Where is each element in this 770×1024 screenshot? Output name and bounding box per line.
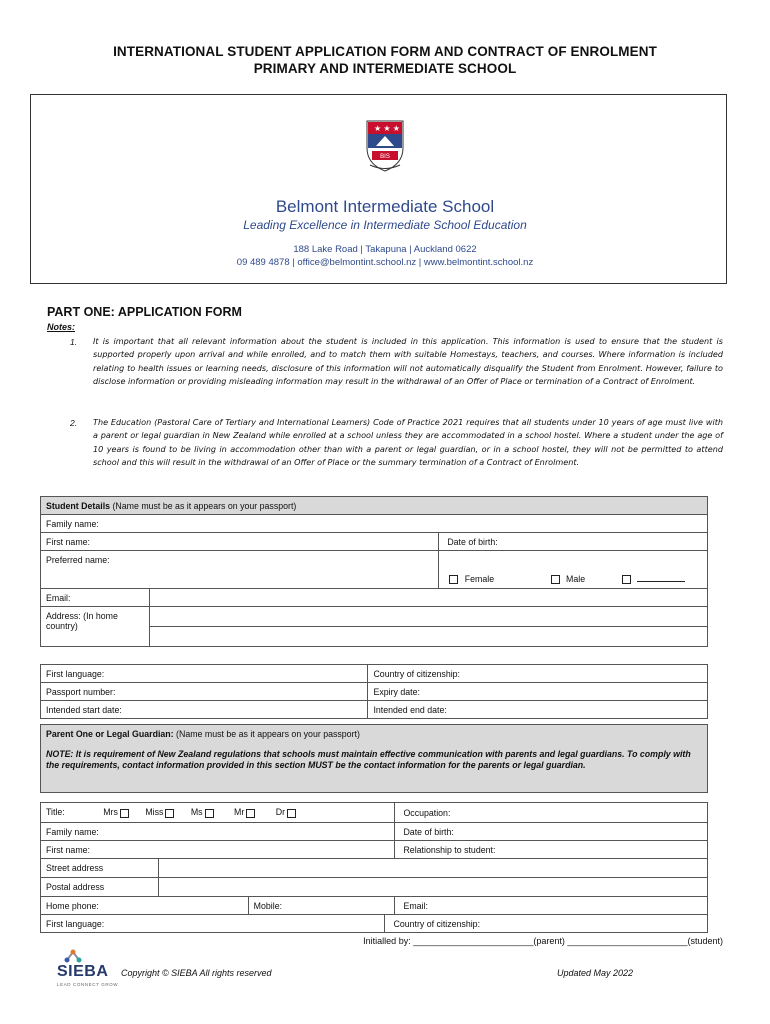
notes-label: Notes: (47, 322, 76, 332)
school-crest-icon (364, 118, 406, 174)
spacer (368, 647, 708, 665)
note-1-text: It is important that all relevant information about the student is included in this application. This information is used to ensure that the student is supported properly upon arrival and while enrolled, and to match them with suitable Homestays, teachers, and courses. Where information is included relating to health issues or learning needs, disclosure of this information will not automatically disqualify the Student from Enrolment. However, failure to disclose information or providing misleading information may result in the withdrawal of an Offer of Place or termination of a Contract of Enrolment. (93, 336, 723, 387)
school-contact: 09 489 4878 | office@belmontint.school.nz | www.belmontint.school.nz (236, 257, 534, 268)
parent-first-name-field[interactable]: First name: (41, 841, 395, 859)
initialled-by: Initialled by: ________________________(parent) ________________________(student) (363, 936, 723, 946)
female-label: Female (464, 573, 495, 584)
ms-checkbox[interactable] (205, 809, 214, 818)
note-2-number: 2. (70, 418, 78, 428)
dr-checkbox[interactable] (287, 809, 296, 818)
parent-first-language-field[interactable]: First language: (41, 915, 385, 933)
school-address: 188 Lake Road | Takapuna | Auckland 0622 (293, 244, 477, 255)
student-details-table (40, 496, 708, 719)
parent-details-table (40, 724, 708, 933)
student-address-label: Address: (In home country) (41, 607, 150, 647)
spacer (41, 793, 708, 803)
student-first-name-field[interactable]: First name: (41, 533, 439, 551)
parent-mobile-field[interactable]: Mobile: (248, 897, 395, 915)
parent-family-name-field[interactable]: Family name: (41, 823, 395, 841)
male-checkbox[interactable] (551, 575, 560, 584)
parent-street-input[interactable] (158, 859, 707, 878)
svg-text:★ ★ ★: ★ ★ ★ (374, 124, 400, 133)
parent-citizenship-field[interactable]: Country of citizenship: (385, 915, 708, 933)
parent-note: NOTE: It is requirement of New Zealand regulations that schools must maintain effective communication with parents and legal guardians. To comply with the requirements, contact information provided in this section MUST be the contact information for the parents or legal guardian. (46, 748, 691, 770)
updated-date: Updated May 2022 (557, 968, 634, 978)
mrs-checkbox[interactable] (120, 809, 129, 818)
student-email-input[interactable] (149, 589, 707, 607)
sieba-logo-sub: LEAD CONNECT GROW (57, 982, 119, 987)
student-gender-cell (439, 551, 708, 589)
mr-checkbox[interactable] (246, 809, 255, 818)
student-address-line2[interactable] (149, 627, 707, 647)
other-gender-checkbox[interactable] (622, 575, 631, 584)
note-2-text: The Education (Pastoral Care of Tertiary and International Learners) Code of Practice 2021 requires that all students under 10 years of age must live with a parent or legal guardian in New Zealand while enrolled at a school unless they are accommodated in a school hostel. Where a student under the age of 10 years is found to be living in accommodation other than with a parent or legal guardian, or in a school hostel, they will not be permitted to attend school and this will result in the withdrawal of an Offer of Place or the summary termination of a Contract of Enrolment. (93, 417, 723, 468)
student-email-label: Email: (41, 589, 150, 607)
parent-header: Parent One or Legal Guardian: (Name must be as it appears on your passport) NOTE: It is requirement of New Zealand regulations that schools must maintain effective communication with parents and legal guardians. To comply with the requirements, contact information provided in this section MUST be the contact information for the parents or legal guardian. (41, 725, 708, 793)
parent-email-field[interactable]: Email: (395, 897, 708, 915)
parent-dob-field[interactable]: Date of birth: (395, 823, 708, 841)
parent-occupation-field[interactable]: Occupation: (395, 803, 708, 823)
student-family-name-field[interactable]: Family name: (41, 515, 708, 533)
student-end-date-field[interactable]: Intended end date: (368, 701, 708, 719)
student-address-line1[interactable] (149, 607, 707, 627)
parent-street-label: Street address (41, 859, 159, 878)
student-first-language-field[interactable]: First language: (41, 665, 368, 683)
student-preferred-name-field[interactable]: Preferred name: (41, 551, 439, 589)
parent-postal-input[interactable] (158, 878, 707, 897)
sieba-logo-text: SIEBA (57, 963, 109, 980)
parent-relationship-field[interactable]: Relationship to student: (395, 841, 708, 859)
student-details-header: Student Details (Name must be as it appears on your passport) (41, 497, 708, 515)
student-dob-field[interactable]: Date of birth: (439, 533, 708, 551)
parent-title-cell: Title: Mrs Miss Ms Mr Dr (41, 803, 395, 823)
student-citizenship-field[interactable]: Country of citizenship: (368, 665, 708, 683)
form-title-line1: INTERNATIONAL STUDENT APPLICATION FORM AND CONTRACT OF ENROLMENT (113, 44, 657, 59)
school-name: Belmont Intermediate School (275, 197, 495, 216)
spacer (41, 647, 368, 665)
student-expiry-field[interactable]: Expiry date: (368, 683, 708, 701)
part-one-heading: PART ONE: APPLICATION FORM (47, 305, 242, 319)
crest-text: BIS (380, 154, 390, 160)
student-start-date-field[interactable]: Intended start date: (41, 701, 368, 719)
miss-checkbox[interactable] (165, 809, 174, 818)
parent-home-phone-field[interactable]: Home phone: (41, 897, 249, 915)
female-checkbox[interactable] (449, 575, 458, 584)
form-title-line2: PRIMARY AND INTERMEDIATE SCHOOL (253, 61, 517, 76)
student-passport-field[interactable]: Passport number: (41, 683, 368, 701)
copyright: Copyright © SIEBA All rights reserved (121, 968, 272, 978)
note-1-number: 1. (70, 337, 78, 347)
parent-postal-label: Postal address (41, 878, 159, 897)
school-tagline: Leading Excellence in Intermediate School Education (243, 218, 527, 232)
male-label: Male (566, 573, 586, 584)
other-gender-blank[interactable] (637, 573, 685, 582)
